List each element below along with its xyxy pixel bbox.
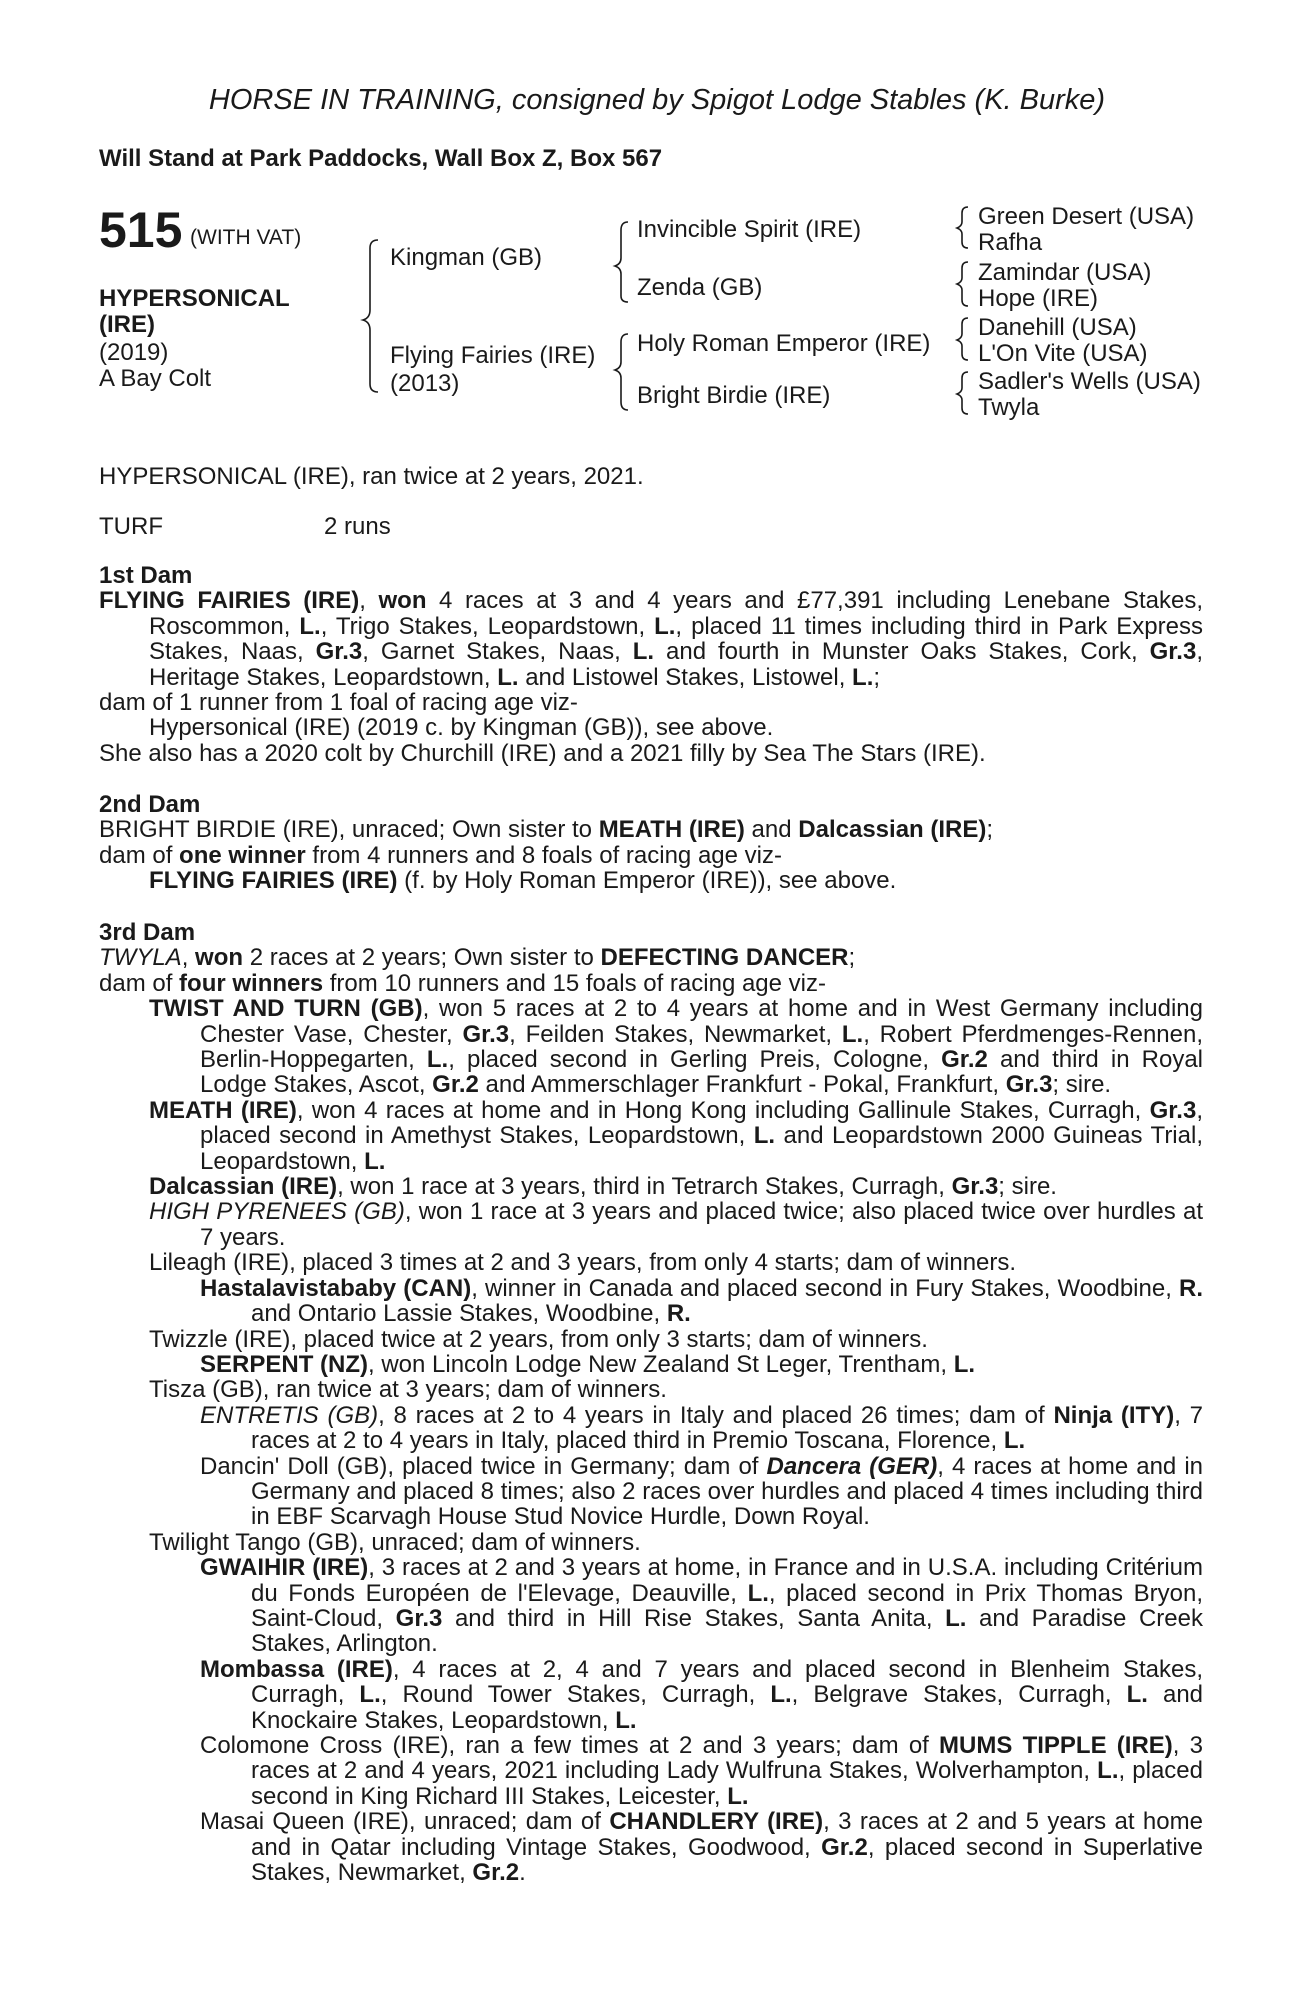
emphasis-run: R. [666, 1300, 691, 1328]
text-run: , Round Tower Stakes, Curragh, [380, 1681, 771, 1709]
emphasis-run: one winner [179, 841, 306, 869]
text-run: Masai Queen (IRE), unraced; dam of [200, 1808, 610, 1836]
emphasis-run: L. [359, 1681, 381, 1709]
emphasis-run: MEATH (IRE) [149, 1096, 297, 1124]
emphasis-run: Gr.3 [1005, 1071, 1053, 1099]
text-run: , won 1 race at 3 years and placed twice; also placed twice over hurdles at 7 years. [200, 1198, 1203, 1251]
emphasis-run: L. [1097, 1757, 1119, 1785]
pedigree-sire-sire: Invincible Spirit (IRE) [637, 216, 862, 243]
text-run: , placed 11 times including third in Park Express Stakes, Naas, [149, 612, 1203, 666]
produce-dancin-doll [99, 1454, 1203, 1530]
emphasis-run: TWIST AND TURN (GB) [149, 995, 423, 1023]
text-run: ; [986, 816, 994, 844]
first-dam-section [99, 563, 1203, 766]
emphasis-run: Gr.3 [1149, 638, 1197, 666]
race-summary: HYPERSONICAL (IRE), ran twice at 2 years, 2021. [99, 463, 644, 490]
text-run: , [359, 587, 379, 615]
emphasis-run: DEFECTING DANCER [600, 944, 849, 972]
horse-year: (2019) [99, 339, 169, 366]
text-run: , 3 races at 2 and 4 years, 2021 including Lady Wulfruna Stakes, Wolverhampton, [251, 1732, 1203, 1785]
emphasis-run: Gr.2 [941, 1046, 988, 1074]
text-run: , winner in Canada and placed second in Fury Stakes, Woodbine, [471, 1274, 1179, 1302]
emphasis-run: Ninja (ITY) [1053, 1401, 1175, 1429]
text-run: , Trigo Stakes, Leopardstown, [320, 612, 655, 640]
turf-record [99, 514, 1203, 539]
horse-name: HYPERSONICAL [99, 285, 290, 312]
horse-suffix: (IRE) [99, 311, 155, 338]
text-run: dam of 1 runner from 1 foal of racing age viz- [99, 689, 578, 717]
text-run: and third in Hill Rise Stakes, Santa Anita, [442, 1604, 946, 1632]
vat-note: (WITH VAT) [190, 226, 302, 249]
emphasis-run: L. [770, 1681, 792, 1709]
text-run: ; [873, 663, 881, 691]
produce-lileagh [99, 1250, 1203, 1275]
pedigree-ssd: Rafha [978, 229, 1043, 256]
turf-label: TURF [99, 513, 163, 540]
pedigree-dam-year: (2013) [390, 370, 460, 397]
emphasis-run: TWYLA [99, 944, 182, 972]
text-run: , won 5 races at 2 to 4 years at home and in West Germany including Chester Vase, Chester, [200, 995, 1203, 1048]
text-run: , won 1 race at 3 years, third in Tetrarch Stakes, Curragh, [337, 1173, 952, 1201]
emphasis-run: CHANDLERY (IRE) [609, 1808, 824, 1836]
produce-entretis [99, 1403, 1203, 1454]
text-run: and Ammerschlager Frankfurt - Pokal, Frankfurt, [478, 1071, 1006, 1099]
text-run: , 4 races at home and in Germany and placed 8 times; also 2 races over hurdles and placed 4 times including third in EBF Scarvagh House Stud Novice Hurdle, Down Royal. [251, 1452, 1203, 1531]
emphasis-run: FLYING FAIRIES (IRE) [99, 587, 360, 615]
first-dam-produce-item [99, 715, 1203, 740]
produce-twizzle [99, 1327, 1203, 1352]
text-run: Hypersonical (IRE) (2019 c. by Kingman (GB)), see above. [149, 714, 774, 742]
stand-location: Will Stand at Park Paddocks, Wall Box Z, Box 567 [99, 145, 663, 172]
first-dam-produce-summary [99, 690, 1203, 715]
text-run: ; sire. [1052, 1071, 1112, 1099]
text-run: Lileagh (IRE), placed 3 times at 2 and 3 years, from only 4 starts; dam of winners. [149, 1249, 1017, 1277]
second-dam-section [99, 792, 1203, 894]
emphasis-run: L. [632, 638, 655, 666]
text-run: , Heritage Stakes, Leopardstown, [149, 638, 1203, 691]
text-run: . [519, 1859, 526, 1887]
produce-mombassa [99, 1657, 1203, 1733]
emphasis-run: Dalcassian (IRE) [798, 816, 987, 844]
text-run: ; sire. [998, 1173, 1057, 1201]
emphasis-run: Mombassa (IRE) [200, 1655, 393, 1683]
text-run: dam of [99, 841, 180, 869]
emphasis-run: Gr.3 [462, 1020, 510, 1048]
text-run: , 7 races at 2 to 4 years in Italy, placed third in Premio Toscana, Florence, [251, 1401, 1204, 1455]
turf-runs: 2 runs [324, 513, 391, 540]
text-run: , [181, 944, 196, 972]
emphasis-run: L. [753, 1122, 776, 1150]
emphasis-run: Gr.3 [1149, 1096, 1197, 1124]
third-dam-record [99, 945, 1203, 970]
third-dam-section [99, 920, 1203, 1885]
horse-description: A Bay Colt [99, 365, 212, 392]
lot-number: 515 [99, 202, 183, 258]
text-run: ; [848, 944, 856, 972]
pedigree-dam: Flying Fairies (IRE) [390, 342, 596, 369]
text-run: , 4 races at 2, 4 and 7 years and placed second in Blenheim Stakes, Curragh, [251, 1655, 1203, 1709]
produce-hastalavistababy [99, 1276, 1203, 1327]
text-run: , won Lincoln Lodge New Zealand St Leger, Trentham, [368, 1350, 954, 1378]
emphasis-run: R. [1179, 1274, 1203, 1302]
pedigree-sds: Zamindar (USA) [978, 259, 1152, 286]
pedigree-sss: Green Desert (USA) [978, 203, 1195, 230]
text-run: She also has a 2020 colt by Churchill (IRE) and a 2021 filly by Sea The Stars (IRE). [99, 739, 986, 767]
third-dam-heading: 3rd Dam [99, 919, 196, 946]
produce-twist-and-turn [99, 996, 1203, 1098]
first-dam-record [99, 588, 1203, 690]
pedigree-dsd: L'On Vite (USA) [978, 340, 1148, 367]
text-run: (f. by Holy Roman Emperor (IRE)), see above. [397, 867, 897, 895]
pedigree-sdd: Hope (IRE) [978, 285, 1099, 312]
produce-tisza [99, 1377, 1203, 1402]
emphasis-run: L. [727, 1782, 749, 1810]
emphasis-run: L. [426, 1046, 449, 1074]
second-dam-produce-item [99, 868, 1203, 893]
emphasis-run: SERPENT (NZ) [200, 1350, 368, 1378]
emphasis-run: L. [747, 1579, 769, 1607]
text-run: and [744, 816, 799, 844]
emphasis-run: MEATH (IRE) [598, 816, 745, 844]
emphasis-run: Gr.2 [821, 1833, 868, 1861]
produce-masai-queen [99, 1809, 1203, 1885]
produce-high-pyrenees [99, 1199, 1203, 1250]
text-run: , placed second in Amethyst Stakes, Leopardstown, [200, 1096, 1203, 1150]
text-run: , 3 races at 2 and 3 years at home, in France and in U.S.A. including Critérium du Fonds Européen de l'Elevage, Deauville, [251, 1554, 1203, 1607]
emphasis-run: L. [852, 663, 874, 691]
emphasis-run: L. [841, 1020, 864, 1048]
text-run: , Belgrave Stakes, Curragh, [791, 1681, 1127, 1709]
emphasis-run: Dancera (GER) [766, 1452, 938, 1480]
emphasis-run: Gr.3 [395, 1604, 443, 1632]
pedigree-dam-sire: Holy Roman Emperor (IRE) [637, 330, 931, 357]
produce-dalcassian [99, 1174, 1203, 1199]
emphasis-run: L. [497, 663, 519, 691]
text-run: Colomone Cross (IRE), ran a few times at 2 and 3 years; dam of [200, 1732, 940, 1759]
text-run: BRIGHT BIRDIE (IRE), unraced; Own sister to [99, 816, 599, 844]
text-run: and Ontario Lassie Stakes, Woodbine, [251, 1300, 667, 1328]
third-dam-produce-summary [99, 971, 1203, 996]
text-run: and Knockaire Stakes, Leopardstown, [251, 1681, 1204, 1734]
text-run: , placed second in Gerling Preis, Cologne, [448, 1046, 942, 1074]
pedigree-dss: Danehill (USA) [978, 314, 1137, 341]
emphasis-run: L. [654, 612, 676, 640]
emphasis-run: FLYING FAIRIES (IRE) [149, 867, 398, 895]
text-run: , Feilden Stakes, Newmarket, [509, 1020, 842, 1048]
emphasis-run: Dalcassian (IRE) [149, 1173, 338, 1201]
text-run: , Robert Pferdmenges-Rennen, Berlin-Hoppegarten, [200, 1020, 1204, 1074]
text-run: Tisza (GB), ran twice at 3 years; dam of winners. [149, 1376, 667, 1404]
text-run: and fourth in Munster Oaks Stakes, Cork, [654, 638, 1150, 666]
text-run: , Garnet Stakes, Naas, [362, 638, 633, 666]
text-run: from 10 runners and 15 foals of racing age viz- [323, 969, 826, 997]
second-dam-record [99, 817, 1203, 842]
produce-twilight-tango [99, 1530, 1203, 1555]
text-run: dam of [99, 969, 180, 997]
text-run: , placed second in Superlative Stakes, Newmarket, [251, 1833, 1204, 1887]
emphasis-run: ENTRETIS (GB) [200, 1401, 379, 1429]
text-run: Dancin' Doll (GB), placed twice in Germany; dam of [200, 1452, 767, 1480]
emphasis-run: Hastalavistababy (CAN) [200, 1274, 472, 1302]
text-run: , won 4 races at home and in Hong Kong including Gallinule Stakes, Curragh, [296, 1096, 1150, 1124]
text-run: from 4 runners and 8 foals of racing age viz- [305, 841, 782, 869]
text-run: , placed second in King Richard III Stakes, Leicester, [251, 1757, 1203, 1810]
emphasis-run: MUMS TIPPLE (IRE) [939, 1732, 1173, 1759]
emphasis-run: Gr.2 [432, 1071, 479, 1099]
pedigree-sire-dam: Zenda (GB) [637, 274, 763, 301]
second-dam-heading: 2nd Dam [99, 791, 201, 818]
emphasis-run: HIGH PYRENEES (GB) [149, 1198, 405, 1226]
produce-meath [99, 1098, 1203, 1174]
emphasis-run: L. [1003, 1427, 1026, 1455]
emphasis-run: L. [953, 1350, 976, 1378]
pedigree-dam-dam: Bright Birdie (IRE) [637, 382, 831, 409]
emphasis-run: L. [299, 612, 321, 640]
second-dam-produce-summary [99, 843, 1203, 868]
text-run: and third in Royal Lodge Stakes, Ascot, [200, 1046, 1203, 1099]
pedigree-sire: Kingman (GB) [390, 244, 543, 271]
emphasis-run: Gr.2 [472, 1859, 520, 1887]
emphasis-run: won [378, 587, 427, 615]
text-run: 4 races at 3 and 4 years and £77,391 including Lenebane Stakes, Roscommon, [149, 587, 1203, 640]
pedigree-dds: Sadler's Wells (USA) [978, 368, 1201, 395]
text-run: 2 races at 2 years; Own sister to [243, 944, 601, 972]
text-run: and Leopardstown 2000 Guineas Trial, Leopardstown, [200, 1122, 1203, 1175]
emphasis-run: L. [615, 1706, 637, 1734]
emphasis-run: GWAIHIR (IRE) [200, 1554, 369, 1582]
text-run: and Listowel Stakes, Listowel, [518, 663, 853, 691]
pedigree-ddd: Twyla [978, 394, 1040, 421]
consignor-header: HORSE IN TRAINING, consigned by Spigot Lodge Stables (K. Burke) [208, 84, 1106, 116]
text-run: , 3 races at 2 and 5 years at home and in Qatar including Vintage Stakes, Goodwood, [251, 1808, 1203, 1861]
emphasis-run: L. [945, 1604, 967, 1632]
text-run: Twizzle (IRE), placed twice at 2 years, from only 3 starts; dam of winners. [149, 1325, 928, 1353]
emphasis-run: L. [1126, 1681, 1148, 1709]
emphasis-run: Gr.3 [951, 1173, 999, 1201]
emphasis-run: four winners [179, 969, 324, 997]
text-run: , 8 races at 2 to 4 years in Italy and placed 26 times; dam of [378, 1401, 1054, 1429]
produce-gwaihir [99, 1555, 1203, 1657]
first-dam-younger-stock [99, 741, 1203, 766]
produce-serpent [99, 1352, 1203, 1377]
emphasis-run: L. [364, 1147, 386, 1175]
emphasis-run: Gr.3 [315, 638, 363, 666]
text-run: and Paradise Creek Stakes, Arlington. [251, 1604, 1203, 1658]
text-run: Twilight Tango (GB), unraced; dam of winners. [149, 1528, 641, 1556]
first-dam-heading: 1st Dam [99, 562, 193, 589]
emphasis-run: won [195, 944, 244, 972]
produce-colomone-cross [99, 1733, 1203, 1809]
text-run: , placed second in Prix Thomas Bryon, Saint-Cloud, [251, 1579, 1203, 1632]
